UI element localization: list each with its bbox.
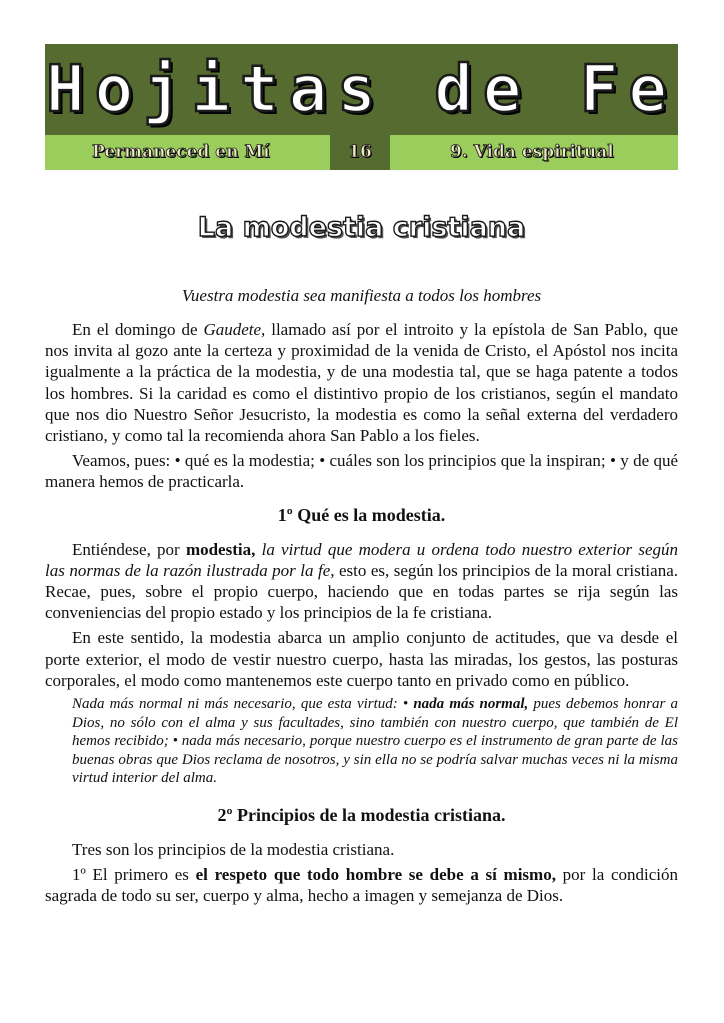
title-banner <box>45 44 678 135</box>
epigraph: Vuestra modestia sea manifiesta a todos los hombres <box>181 286 542 305</box>
note-paragraph: Nada más normal ni más necesario, que esta virtud: • nada más normal, pues debemos honrar a Dios, no sólo con el alma y sus facultades, sino también con nuestro cuerpo, que también de El hemos recibido; • nada más necesario, porque nuestro cuerpo es el instrumento de gran parte de las buenas obras que Dios reclama de nosotros, y sin ella no se podría salvar muchas veces ni la misma virtud interior del alma. <box>72 696 679 787</box>
section-heading-1: 1º Qué es la modestia. <box>277 504 446 525</box>
paragraph-intro: En el domingo de Gaudete, llamado así por el introito y la epístola de San Pablo, que nos invita al gozo ante la certeza y proximidad de la venida de Cristo, el Apóstol nos incita igualmente a la práctica de la modestia, y de una modestia tal, que se haga patente a todos los hombres. Si la caridad es como el distintivo propio de los cristianos, según el mandato que nos dio Nuestro Señor Jesucristo, la modestia es como la señal externa del verdadero cristiano, y como tal la recomienda ahora San Pablo a los fieles. <box>45 320 678 446</box>
publication-title: Hojitas de Fe <box>46 53 677 127</box>
paragraph-outline: Veamos, pues: • qué es la modestia; • cuáles son los principios que la inspiran; • y de qué manera hemos de practicarla. <box>45 451 678 492</box>
paragraph-scope: En este sentido, la modestia abarca un amplio conjunto de actitudes, que va desde el porte exterior, el modo de vestir nuestro cuerpo, hasta las miradas, los gestos, las posturas corporales, el modo como mantenemos este cuerpo tanto en privado como en público. <box>45 628 678 690</box>
header-banner <box>45 44 678 170</box>
issue-number: 16 <box>348 142 372 162</box>
article-title: La modestia cristiana <box>197 212 526 243</box>
article-body <box>45 200 678 910</box>
series-label: Permaneced en Mí <box>92 142 270 162</box>
paragraph-definition: Entiéndese, por modestia, la virtud que modera u ordena todo nuestro exterior según las normas de la razón ilustrada por la fe, esto es, según los principios de la moral cristiana. Recae, pues, sobre el propio cuerpo, haciendo que en todas partes se rija según las conveniencias del propio estado y los principios de la fe cristiana. <box>45 539 678 623</box>
series-bar <box>45 135 678 170</box>
section-label: 9. Vida espiritual <box>450 142 614 162</box>
section-heading-2: 2º Principios de la modestia cristiana. <box>217 804 506 825</box>
paragraph-first-principle: 1º El primero es el respeto que todo hombre se debe a sí mismo, por la condición sagrada de todo su ser, cuerpo y alma, hecho a imagen y semejanza de Dios. <box>45 864 678 905</box>
paragraph-principles: Tres son los principios de la modestia cristiana. <box>72 839 395 859</box>
